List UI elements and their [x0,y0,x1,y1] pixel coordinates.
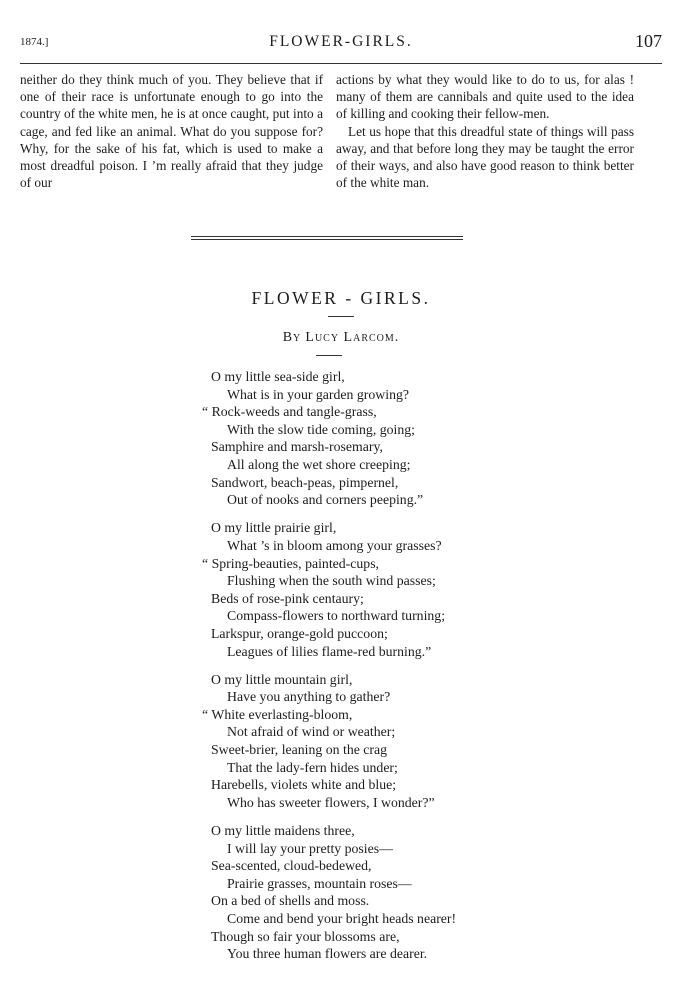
byline-prefix: By [282,330,302,345]
poem-line: O my little mountain girl, [211,671,353,687]
title-rule [328,316,354,317]
poem-line: Flushing when the south wind passes; [227,573,436,589]
running-title: FLOWER-GIRLS. [269,33,413,50]
poem-title: FLOWER - GIRLS. [251,288,431,308]
poem-line: “ White everlasting-bloom, [202,706,353,722]
poem-line: “ Rock-weeds and tangle-grass, [202,404,377,420]
poem-line: Beds of rose-pink centaury; [211,590,364,606]
poem-line: On a bed of shells and moss. [211,893,370,909]
paragraph: Let us hope that this dreadful state of things will pass away, and that before long they may be taught the error of their ways, and also have good reason to think better of the white man. [336,123,634,191]
poem-line: I will lay your pretty posies— [227,840,393,856]
poem-line: O my little maidens three, [211,822,355,838]
byline-rule [316,355,342,356]
page-number: 107 [635,31,662,51]
poem-line: Harebells, violets white and blue; [211,777,397,793]
poem-line: With the slow tide coming, going; [227,421,415,437]
running-head [20,33,662,55]
poem-line: Compass-flowers to northward turning; [227,608,446,624]
paragraph: neither do they think much of you. They believe that if one of their race is unfortunate enough to go into the country of the white men, he is at once caught, put into a cage, and fed like an animal. What do you suppose for? Why, for the sake of his fat, which is used to make a most dreadful poison. I ’m really afraid that they judge of our [20,72,323,191]
byline [0,330,682,346]
poem-line: “ Spring-beauties, painted-cups, [202,555,380,571]
poem-line: Though so fair your blossoms are, [211,928,400,944]
header-rule [20,63,662,64]
poem-line: Who has sweeter flowers, I wonder?” [227,794,435,810]
poem-line: Larkspur, orange-gold puccoon; [211,625,388,641]
poem-line: Sandwort, beach-peas, pimpernel, [211,474,399,490]
poem-line: Sweet-brier, leaning on the crag [211,742,388,757]
poem-line: Not afraid of wind or weather; [227,724,396,740]
poem-line: O my little sea-side girl, [211,369,345,384]
author-name: Lucy Larcom. [305,330,400,345]
poem-line: Prairie grasses, mountain roses— [227,875,412,891]
issue-year: 1874.] [20,36,49,48]
poem-line: Out of nooks and corners peeping.” [227,492,424,508]
poem-line: Have you anything to gather? [227,689,391,705]
poem-line: You three human flowers are dearer. [227,946,428,962]
paragraph: actions by what they would like to do to us, for alas ! many of them are cannibals and quite used to the idea of killing and cooking their fellow-men. [336,72,634,122]
poem-line: All along the wet shore creeping; [227,457,411,472]
poem-line: Leagues of lilies flame-red burning.” [227,643,432,659]
poem-line: What ’s in bloom among your grasses? [227,537,442,553]
poem-line: Sea-scented, cloud-bedewed, [211,858,372,874]
poem-line: Samphire and marsh-rosemary, [211,439,383,455]
poem-line: Come and bend your bright heads nearer! [227,910,457,926]
section-divider [191,236,463,240]
poem-line: What is in your garden growing? [227,386,409,402]
poem-line: That the lady-fern hides under; [227,759,398,775]
left-column [20,71,323,191]
right-column [336,71,634,191]
poem-line: O my little prairie girl, [211,520,337,536]
